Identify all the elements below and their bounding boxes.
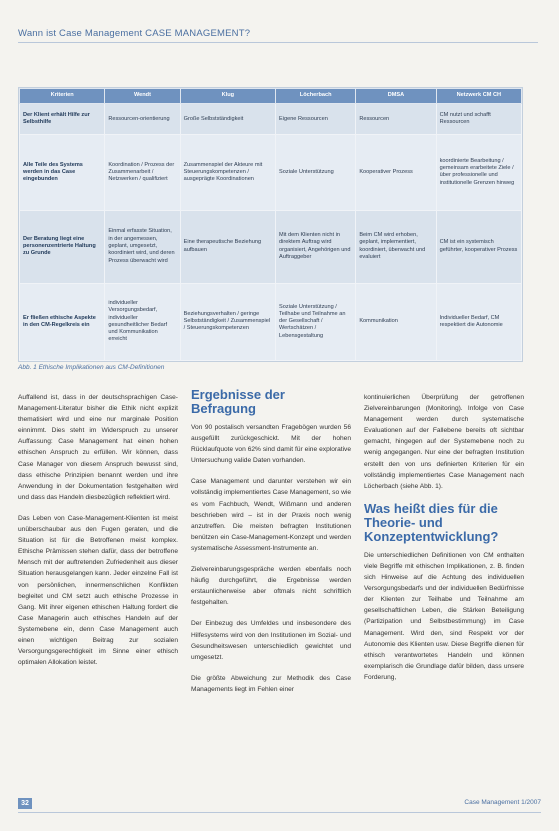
column-header: DMSA xyxy=(356,89,436,104)
table-cell: Mit dem Klienten nicht in direktem Auftrag wird organisiert, Angehörigen und Auftraggeber xyxy=(276,210,356,283)
table-cell: Der Beratung liegt eine personenzentrierte Haltung zu Grunde xyxy=(20,210,105,283)
table-cell: Soziale Unterstützung / Teilhabe und Teilnahme an der Gesellschaft / Wertschätzen / Lebensgestaltung xyxy=(276,283,356,360)
column-header: Wendt xyxy=(105,89,180,104)
table-cell: Einmal erfasste Situation, in der angemessen, geplant, umgesetzt, koordiniert wird, und deren Prozess überwacht wird xyxy=(105,210,180,283)
paragraph: Die größte Abweichung zur Methodik des Case Managements liegt im Fehlen einer xyxy=(191,674,351,693)
paragraph: Zielvereinbarungsgespräche werden ebenfalls noch häufig durchgeführt, die Ergebnisse werden erstaunlicherweise aber oftmals nicht schriftlich festgehalten. xyxy=(191,566,351,607)
table-header-row xyxy=(20,89,522,104)
paragraph: Das Leben von Case-Management-Klienten ist meist unüberschaubar aus den Fugen geraten, und die Situation ist für die Betroffenen meist komplex. Ethische Prämissen stehen dafür, dass der betroffene Mensch mit der auftretenden Zufriedenheit aus dieser Situation herausgelangen kann. Jeder einzelne Fall ist von persönlichen, innermenschlichen Konflikten begleitet und CM setzt auch ethische Prozesse in Gang. Mit ihrer eigenen ethischen Haltung fordert die Case Managerin auch ethisches Handeln auf der Systemebene ein, denn Case Management auch einen wichtigen Beitrag zur sozialen Versorgungsgerechtigkeit im Sinne einer ethisch optimalen Allokation leistet. xyxy=(18,514,178,667)
table-cell: Der Klient erhält Hilfe zur Selbsthilfe xyxy=(20,104,105,135)
table-cell: Individueller Bedarf, CM respektiert die Autonomie xyxy=(436,283,521,360)
paragraph: Auffallend ist, dass in der deutschsprachigen Case-Management-Literatur bisher die Ethik nicht explizit thematisiert wird und eine nur marginale Position einnimmt. Dies steht im Widerspruch zu unserer Auffassung: Case Management hat einen hohen ethischen Anspruch zu erfüllen. Wir können, dass Case Manager von diesem Anspruch bewusst sind, dass ethische Prinzipien benannt werden und ihre Anwendung in der Dokumentation festgehalten wird und dass das Handeln diesbezüglich reflektiert wird. xyxy=(18,394,178,501)
paragraph: Case Management und darunter verstehen wir ein vollständig implementiertes Case Management, so wie es vom Fachbuch, Wendt, Wißmann und anderen beschrieben wird – ist in der Praxis noch wenig anzutreffen. Die meisten befragten Institutionen benützen ein Case-Management-Konzept und werden systematische Assessment-Instrumente an. xyxy=(191,478,351,552)
table-row xyxy=(20,210,522,283)
table-row xyxy=(20,104,522,135)
paragraph: Der Einbezug des Umfeldes und insbesondere des Hilfesystems wird von den Institutionen im Sozial- und Gesundheitswesen unterschiedlich gewichtet und umgesetzt. xyxy=(191,620,351,661)
text-column-1 xyxy=(18,392,178,678)
table-cell: Eine therapeutische Beziehung aufbauen xyxy=(180,210,275,283)
table-cell: Beziehungsverhalten / geringe Selbstständigkeit / Zusammenspiel / Steuerungskompetenzen xyxy=(180,283,275,360)
table-cell: Beim CM wird erhoben, geplant, implementiert, koordiniert, überwacht und evaluiert xyxy=(356,210,436,283)
journal-name: Case Management 1/2007 xyxy=(464,799,541,806)
column-header: Kriterien xyxy=(20,89,105,104)
paragraph: Die unterschiedlichen Definitionen von CM enthalten viele Begriffe mit ethischen Implikationen, z. B. finden sich Hinweise auf die Achtung des individuellen Versorgungsbedarfs und der individuellen Bedürfnisse der Klienten zur Teilhabe und Teilnahme am gesellschaftlichen Leben, die Stärken Beteiligung (Partizipation und Selbstbestimmung) im Case Management. Wird den, sind Respekt vor der Autonomie des Klienten usw. Diese Begriffe dienen für ethisch verantwortetes Handeln und können exemplarisch die Grundlage dafür bilden, dass unsere Forderung, xyxy=(364,551,524,681)
running-head: Wann ist Case Management CASE MANAGEMENT? xyxy=(18,28,538,43)
table-cell: Ressourcen xyxy=(356,104,436,135)
table-cell: Kommunikation xyxy=(356,283,436,360)
table-cell: Große Selbstständigkeit xyxy=(180,104,275,135)
table-cell: Er fließen ethische Aspekte in den CM-Regelkreis ein xyxy=(20,283,105,360)
text-column-2 xyxy=(191,387,351,705)
table-cell: Zusammenspiel der Akteure mit Steuerungskompetenzen / ausgeprägte Koordinationen xyxy=(180,135,275,210)
table-cell: koordinierte Bearbeitung / gemeinsam erarbeitete Ziele / über professionelle und institutionelle Grenzen hinweg xyxy=(436,135,521,210)
section-heading: Ergebnisse der Befragung xyxy=(191,387,285,416)
table-row xyxy=(20,135,522,210)
table-cell: individueller Versorgungsbedarf, individueller gesundheitlicher Bedarf und Kommunikation erreicht xyxy=(105,283,180,360)
table-cell: Eigene Ressourcen xyxy=(276,104,356,135)
table-cell: Ressourcen-orientierung xyxy=(105,104,180,135)
table-cell: Soziale Unterstützung xyxy=(276,135,356,210)
column-header: Klug xyxy=(180,89,275,104)
table-row xyxy=(20,283,522,360)
column-header: Löcherbach xyxy=(276,89,356,104)
paragraph: kontinuierlichen Überprüfung der getroffenen Zielvereinbarungen (Monitoring). Infolge von Case Management werden durch systematische Evaluationen auf der Fallebene bereits oft sichtbar gemacht, hingegen auf der Systemebene noch zu wenig angegangen. Nur eine der befragten Institution erstellt den von uns definierten Kriterien für ein vollständig implementiertes Case Management nach Löcherbach (siehe Abb. 1). xyxy=(364,394,524,490)
column-header: Netzwerk CM CH xyxy=(436,89,521,104)
text-column-3 xyxy=(364,392,524,693)
table-cell: Koordination / Prozess der Zusammenarbeit / Netzwerken / qualifiziert xyxy=(105,135,180,210)
footer-divider xyxy=(18,812,541,813)
section-heading: Was heißt dies für die Theorie- und Konzeptentwicklung? xyxy=(364,500,499,544)
table-cell: CM ist ein systemisch geführter, kooperativer Prozess xyxy=(436,210,521,283)
paragraph: Von 90 postalisch versandten Fragebögen wurden 56 ausgefüllt zurückgeschickt. Mit der hohen Rücklaufquote von 62% sind damit für eine explorative Untersuchung valide Daten vorhanden. xyxy=(191,424,351,465)
definitions-grid xyxy=(19,88,522,361)
table-cell: Alle Teile des Systems werden in das Case eingebunden xyxy=(20,135,105,210)
figure-caption: Abb. 1 Ethische Implikationen aus CM-Definitionen xyxy=(18,364,165,371)
table-cell: CM nutzt und schafft Ressourcen xyxy=(436,104,521,135)
page-number: 32 xyxy=(18,798,32,809)
table-cell: Kooperativer Prozess xyxy=(356,135,436,210)
definitions-table xyxy=(18,87,523,362)
